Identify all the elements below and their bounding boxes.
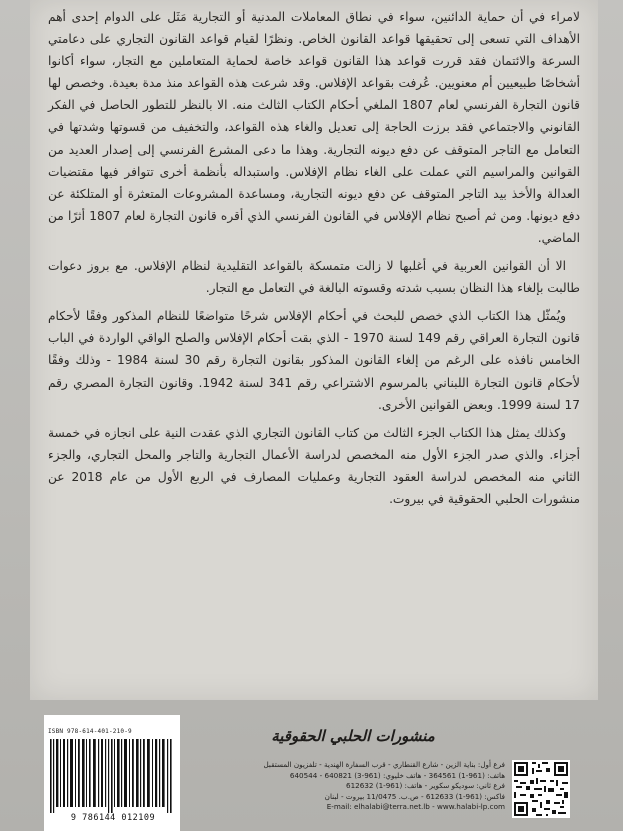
qr-code-icon bbox=[512, 760, 570, 818]
back-cover-text bbox=[48, 6, 580, 516]
barcode-icon bbox=[50, 739, 174, 813]
address-line: هاتف: (961-1) 364561 - هاتف خليوي: (961-3) 640821 - 640544 bbox=[289, 770, 505, 780]
publisher-logo: منشورات الحلبي الحقوقية bbox=[271, 727, 435, 745]
publisher-address bbox=[205, 760, 505, 813]
paragraph-4: وكذلك يمثل هذا الكتاب الجزء الثالث من كتاب القانون التجاري الذي عقدت النية على انجازه في خمسة أجزاء. والذي صدر الجزء الأول منه المخصص لدراسة الأعمال التجارية والتاجر والمحل التجاري، والجزء الثاني منه المخصص لدراسة العقود التجارية وعمليات المصارف في الربع الأول من عام 2018 عن منشورات الحلبي الحقوقية في بيروت. bbox=[48, 425, 580, 506]
paragraph-3: ويُمثّل هذا الكتاب الذي خصص للبحث في أحكام الإفلاس شرحًا متواضعًا للنظام المذكور وفقًا لأحكام قانون التجارة العراقي رقم 149 لسنة 1970 - الذي بقت أحكام الإفلاس والصلح الواقي الواردة في الباب الخامس نافذه على الرغم من إلغاء القانون المذكور بقانون التجارة رقم 30 لسنة 1984 - وذلك وفقًا لأحكام قانون التجارة اللبناني بالمرسوم الاشتراعي رقم 341 لسنة 1942. وقانون التجارة المصري رقم 17 لسنة 1999. وبعض القوانين الأخرى. bbox=[48, 309, 581, 412]
paragraph-1: لامراء في أن حماية الدائنين، سواء في نطاق المعاملات المدنية أو التجارية مَثَل على الدوام إحدى أهم الأهداف التي تسعى إلى تحقيقها قواعد القانون الخاص. ونظرًا لقيام قواعد القانون التجاري على دعامتي السرعة والائتمان فقد قررت قواعد هذا القانون قواعد خاصة لحماية المتعاملين مع التجار، سواء أكانوا أشخاصًا طبيعيين أم معنويين. عُرفت بقواعد الإفلاس. وقد شرعت هذه القواعد منذ مدة بعيدة. وخصص لها قانون التجارة الفرنسي لعام 1807 الملغي أحكام الكتاب الثالث منه. الا بالنظر للتطور الحاصل في الفكر القانوني والاجتماعي فقد برزت الحاجة إلى تعديل والغاء هذه القواعد، والتخفيف من قسوتها وشدتها في التعامل مع التاجر المتوقف عن دفع ديونه التجارية. وهذا ما دعى المشرع الفرنسي إلى إصدار العديد من القوانين والمراسيم التي عملت على الغاء نظام الإفلاس. واستبداله بأنظمة أخرى تتوافر فيها مقتضيات العدالة والأخذ بيد التاجر المتوقف عن دفع ديونه التجارية، ومساعدة المشروعات المتعثرة أو المتلكئة عن دفع ديونها. ومن ثم أصبح نظام الإفلاس في القانون الفرنسي الذي أقره قانون التجارة لعام 1807 أثرًا من الماضي. bbox=[48, 10, 580, 245]
address-line: فرع أول: بناية الزين - شارع القنطاري - قرب السفارة الهندية - تلفزيون المستقبل bbox=[263, 760, 505, 769]
isbn-block bbox=[44, 715, 180, 831]
isbn-number: 9 786144 012109 bbox=[70, 813, 156, 823]
address-line: فاكس: (961-1) 612633 - ص.ب. 11/0475 بيروت - لبنان bbox=[324, 791, 505, 801]
address-line: E-mail: elhalabi@terra.net.lb - www.halabi-lp.com bbox=[326, 802, 505, 812]
address-line: فرع ثاني: سوديكو سكوير - هاتف: (961-1) 612632 bbox=[346, 781, 505, 791]
isbn-text: ISBN 978-614-401-210-9 bbox=[48, 728, 132, 735]
paragraph-2: الا أن القوانين العربية في أغلبها لا زالت متمسكة بالقواعد التقليدية لنظام الإفلاس. مع بروز دعوات طالبت بإلغاء هذا النظان بسبب شدته وقسوته البالغة في التعامل مع التجار. bbox=[48, 259, 580, 296]
